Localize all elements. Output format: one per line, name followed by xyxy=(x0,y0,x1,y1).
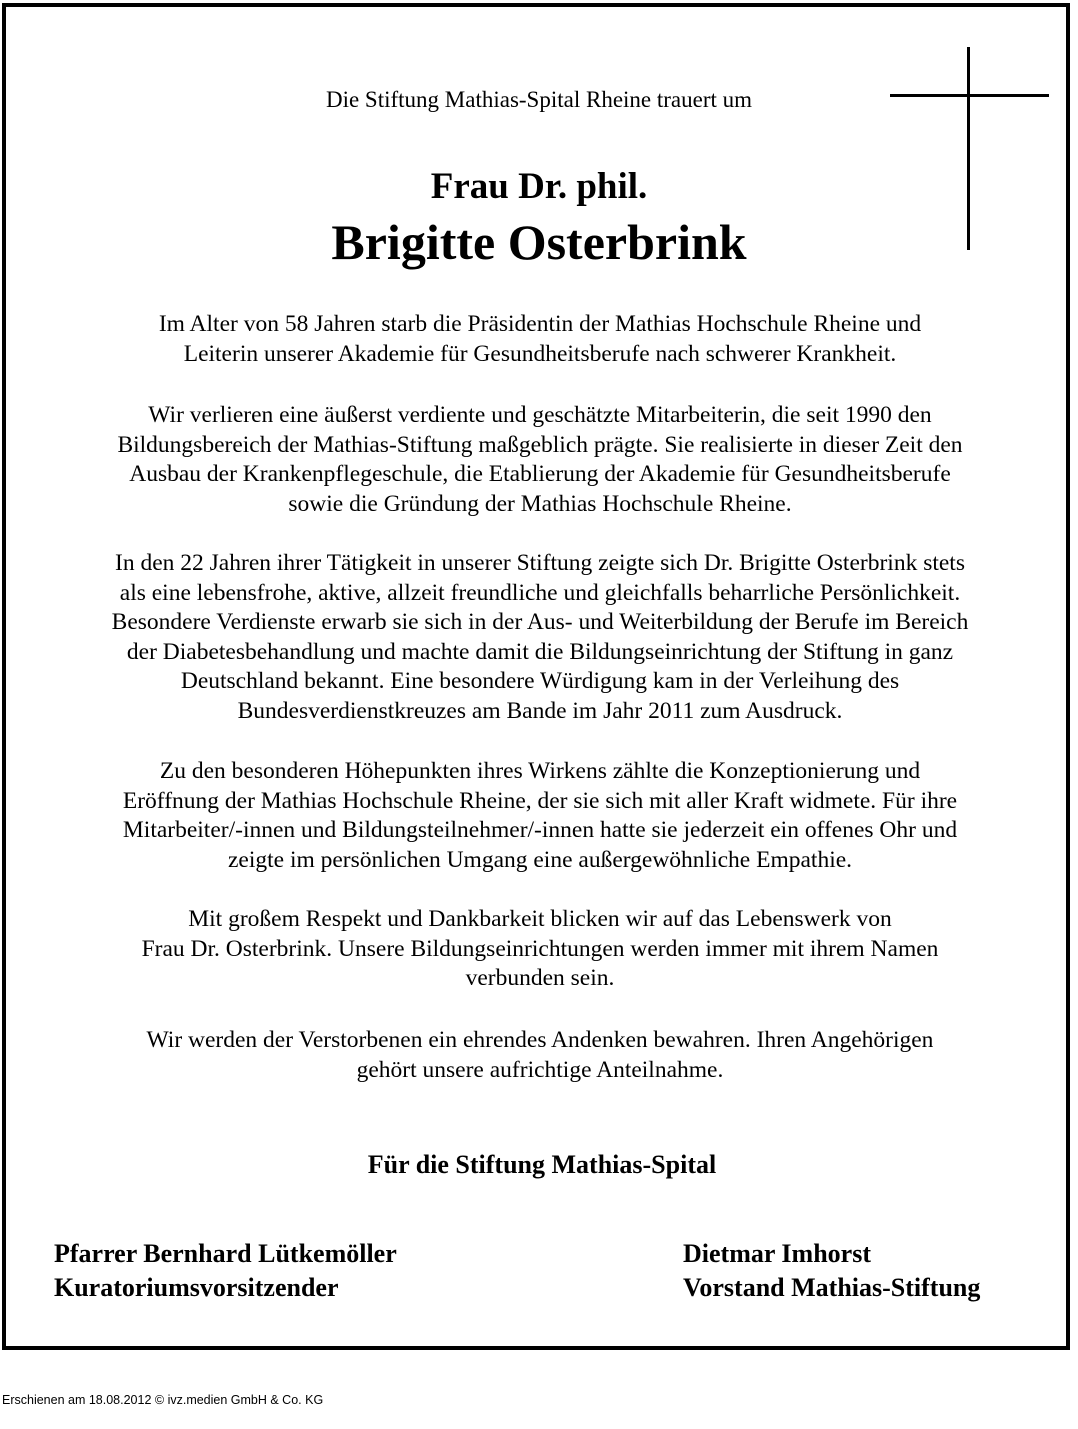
text-line: Wir werden der Verstorbenen ein ehrendes Andenken bewahren. Ihren Angehörigen xyxy=(146,1027,934,1053)
paragraph-highlights xyxy=(30,757,1050,875)
text-line: Mitarbeiter/-innen und Bildungsteilnehmer/-innen hatte sie jederzeit ein offenes Ohr und xyxy=(122,817,958,843)
signatory-right xyxy=(683,1237,980,1305)
text-line: als eine lebensfrohe, aktive, allzeit freundliche und gleichfalls beharrliche Persönlichkeit. xyxy=(119,579,961,606)
text-line: sowie die Gründung der Mathias Hochschule Rheine. xyxy=(288,490,792,517)
paragraph-condolences xyxy=(30,1026,1050,1085)
text-line: Deutschland bekannt. Eine besondere Würdigung kam in der Verleihung des xyxy=(180,668,900,694)
signatory-role: Vorstand Mathias-Stiftung xyxy=(683,1273,981,1302)
title-prefix: Frau Dr. phil. xyxy=(430,166,648,207)
publication-footer: Erschienen am 18.08.2012 © ivz.medien GmbH & Co. KG xyxy=(2,1393,324,1407)
signatory-name: Pfarrer Bernhard Lütkemöller xyxy=(54,1239,397,1268)
text-line: In den 22 Jahren ihrer Tätigkeit in unserer Stiftung zeigte sich Dr. Brigitte Osterbrink stets xyxy=(115,550,965,576)
paragraph-age-and-role xyxy=(30,310,1050,369)
deceased-name: Brigitte Osterbrink xyxy=(331,214,747,270)
signatory-name: Dietmar Imhorst xyxy=(683,1239,871,1268)
text-line: Eröffnung der Mathias Hochschule Rheine, der sie sich mit aller Kraft widmete. Für ihre xyxy=(122,787,958,814)
paragraph-merits xyxy=(30,549,1050,726)
text-line: Zu den besonderen Höhepunkten ihres Wirkens zählte die Konzeptionierung und xyxy=(159,758,921,784)
text-line: Im Alter von 58 Jahren starb die Präsidentin der Mathias Hochschule Rheine und xyxy=(158,311,922,337)
signatory-role: Kuratoriumsvorsitzender xyxy=(54,1273,339,1302)
text-line: Wir verlieren eine äußerst verdiente und geschätzte Mitarbeiterin, die seit 1990 den xyxy=(148,402,932,428)
text-line: Mit großem Respekt und Dankbarkeit blicken wir auf das Lebenswerk von xyxy=(188,906,892,932)
text-line: Frau Dr. Osterbrink. Unsere Bildungseinrichtungen werden immer mit ihrem Namen xyxy=(141,935,939,962)
text-line: Bundesverdienstkreuzes am Bande im Jahr 2011 zum Ausdruck. xyxy=(237,697,843,724)
text-line: Besondere Verdienste erwarb sie sich in der Aus- und Weiterbildung der Berufe im Bereich xyxy=(111,609,969,635)
text-line: verbunden sein. xyxy=(465,965,615,991)
text-line: der Diabetesbehandlung und machte damit die Bildungseinrichtung der Stiftung in ganz xyxy=(126,638,954,665)
text-line: zeigte im persönlichen Umgang eine außergewöhnliche Empathie. xyxy=(227,846,853,873)
intro-line: Die Stiftung Mathias-Spital Rheine trauert um xyxy=(325,87,753,112)
text-line: Bildungsbereich der Mathias-Stiftung maßgeblich prägte. Sie realisierte in dieser Zeit den xyxy=(117,431,963,458)
text-line: Ausbau der Krankenpflegeschule, die Etablierung der Akademie für Gesundheitsberufe xyxy=(129,461,951,487)
on-behalf-line: Für die Stiftung Mathias-Spital xyxy=(367,1150,717,1179)
paragraph-career xyxy=(30,401,1050,519)
text-line: gehört unsere aufrichtige Anteilnahme. xyxy=(356,1056,724,1083)
signatory-left xyxy=(54,1237,397,1305)
text-line: Leiterin unserer Akademie für Gesundheitsberufe nach schwerer Krankheit. xyxy=(183,340,897,367)
paragraph-legacy xyxy=(30,905,1050,994)
